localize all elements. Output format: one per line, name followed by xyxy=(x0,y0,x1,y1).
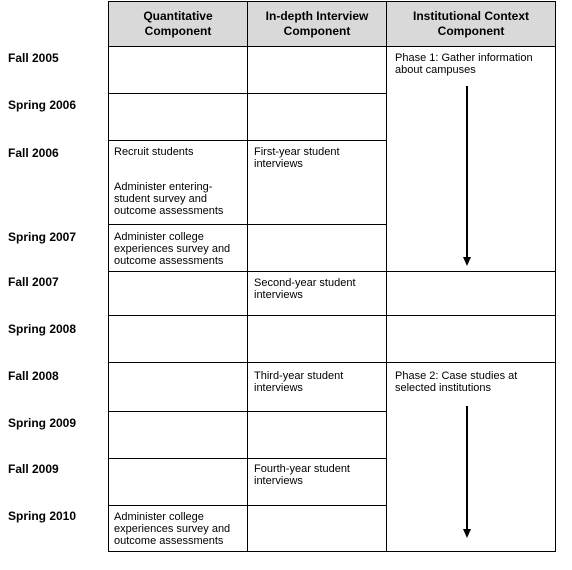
text-line: Administer college xyxy=(114,511,204,523)
semester-label: Fall 2009 xyxy=(8,462,59,476)
quant-cell-spring2009 xyxy=(108,411,248,459)
interview-cell-spring2009 xyxy=(247,411,387,459)
interview-cell-spring2006 xyxy=(247,93,387,141)
text-line: student survey and xyxy=(114,193,207,205)
quant-spring2007-text xyxy=(114,231,230,267)
text-line: experiences survey and xyxy=(114,523,231,535)
quant-cell-spring2008 xyxy=(108,315,248,363)
header-institutional xyxy=(386,1,556,47)
text-line: Administer entering- xyxy=(114,181,213,193)
text-line: interviews xyxy=(254,289,303,301)
phase2-arrowhead-icon xyxy=(463,529,471,538)
semester-label: Spring 2009 xyxy=(8,416,77,430)
quant-cell-fall2007 xyxy=(108,271,248,316)
semester-label: Fall 2006 xyxy=(8,146,59,160)
interview-second-year-text xyxy=(254,277,356,301)
quant-entering-survey-text xyxy=(114,181,223,217)
phase2-arrow-line xyxy=(466,406,468,530)
institutional-cell-fall2007 xyxy=(386,271,556,316)
quant-cell-fall2009 xyxy=(108,458,248,506)
phase1-text xyxy=(395,52,533,76)
text-line: Third-year student xyxy=(254,370,344,382)
text-line: Second-year student xyxy=(254,277,356,289)
text-line: outcome assessments xyxy=(114,535,224,547)
semester-label: Spring 2006 xyxy=(8,98,77,112)
interview-first-year-text xyxy=(254,146,340,170)
phase1-arrow-line xyxy=(466,86,468,258)
semester-label: Fall 2007 xyxy=(8,275,59,289)
header-quantitative-line1: Quantitative xyxy=(143,9,213,23)
header-quantitative-line2: Component xyxy=(144,24,212,38)
semester-label: Fall 2005 xyxy=(8,51,59,65)
text-line: interviews xyxy=(254,158,303,170)
quant-cell-fall2008 xyxy=(108,362,248,412)
interview-cell-spring2007 xyxy=(247,224,387,272)
semester-label: Spring 2008 xyxy=(8,322,77,336)
interview-cell-fall2005 xyxy=(247,46,387,94)
text-line: experiences survey and xyxy=(114,243,231,255)
text-line: selected institutions xyxy=(395,382,491,394)
header-quantitative xyxy=(108,1,248,47)
interview-third-year-text xyxy=(254,370,343,394)
text-line: First-year student xyxy=(254,146,340,158)
quant-recruit-text: Recruit students xyxy=(114,146,194,158)
interview-fourth-year-text xyxy=(254,463,350,487)
interview-cell-spring2010 xyxy=(247,505,387,552)
text-line: Fourth-year student xyxy=(254,463,350,475)
quant-cell-spring2006 xyxy=(108,93,248,141)
header-interview xyxy=(247,1,387,47)
text-line: interviews xyxy=(254,475,303,487)
text-line: Phase 1: Gather information xyxy=(395,52,533,64)
text-line: outcome assessments xyxy=(114,205,224,217)
phase2-text xyxy=(395,370,517,394)
text-line: Phase 2: Case studies at xyxy=(395,370,518,382)
phase1-arrowhead-icon xyxy=(463,257,471,266)
semester-label: Spring 2007 xyxy=(8,230,77,244)
interview-cell-spring2008 xyxy=(247,315,387,363)
text-line: Administer college xyxy=(114,231,204,243)
header-interview-line1: In-depth Interview xyxy=(265,9,369,23)
header-institutional-line2: Component xyxy=(437,24,505,38)
text-line: about campuses xyxy=(395,64,476,76)
header-institutional-line1: Institutional Context xyxy=(413,9,529,23)
text-line: outcome assessments xyxy=(114,255,224,267)
header-interview-line2: Component xyxy=(283,24,351,38)
quant-cell-fall2005 xyxy=(108,46,248,94)
text-line: interviews xyxy=(254,382,303,394)
institutional-cell-spring2008 xyxy=(386,315,556,363)
quant-spring2010-text xyxy=(114,511,230,547)
institutional-cell-phase1 xyxy=(386,46,556,272)
semester-label: Spring 2010 xyxy=(8,509,77,523)
semester-label: Fall 2008 xyxy=(8,369,59,383)
